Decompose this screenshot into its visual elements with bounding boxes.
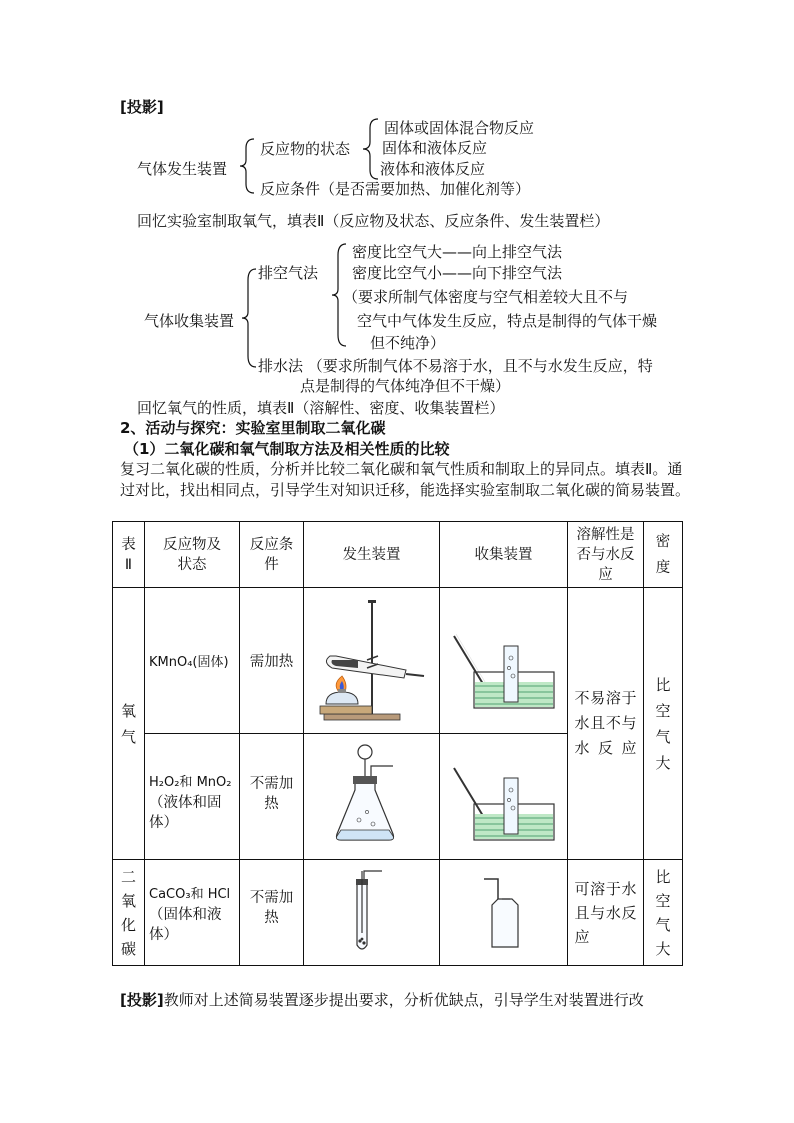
water-collection-drawing-2 — [444, 742, 564, 852]
header-cell: 反应物及状态 — [145, 522, 240, 588]
table-row — [113, 588, 683, 734]
reactant-cell: H₂O₂和 MnO₂ （液体和固体） — [145, 734, 240, 860]
header-cell: 密度 — [644, 522, 683, 588]
footer-line — [120, 990, 644, 1010]
collection-apparatus-cell — [440, 588, 568, 734]
header-cell: 表Ⅱ — [113, 522, 145, 588]
co2-density-cell: 比空气大 — [644, 860, 683, 966]
recall-props-line: 回忆氧气的性质，填表Ⅱ（溶解性、密度、收集装置栏） — [137, 399, 505, 417]
heating-apparatus-drawing — [312, 596, 432, 726]
test-tube-drawing — [342, 865, 402, 961]
projection-tag: [投影] — [120, 98, 164, 116]
oxygen-solubility-cell: 不易溶于水且不与水反应 — [568, 588, 644, 860]
footer-text: 教师对上述简易装置逐步提出要求，分析优缺点，引导学生对装置进行改 — [163, 991, 644, 1009]
co2-label-cell: 二氧化碳 — [113, 860, 145, 966]
gen-state-item-2: 固体和液体反应 — [382, 139, 488, 157]
col-air-note-1: （要求所制气体密度与空气相差较大且不与 — [343, 288, 629, 306]
col-air-label: 排空气法 — [258, 264, 319, 282]
header-cell: 反应条件 — [240, 522, 304, 588]
oxygen-label-cell: 氧气 — [113, 588, 145, 860]
gen-brace — [238, 138, 258, 194]
col-air-note-3: 但不纯净） — [370, 334, 446, 352]
gen-condition-label: 反应条件（是否需要加热、加催化剂等） — [260, 180, 531, 198]
table-row — [113, 860, 683, 966]
reactant-cell: CaCO₃和 HCl （固体和液体） — [145, 860, 240, 966]
oxygen-density-cell: 比空气大 — [644, 588, 683, 860]
section-title: 2、活动与探究：实验室里制取二氧化碳 — [120, 419, 386, 437]
upward-air-collection-drawing — [474, 865, 534, 961]
col-air-item-2: 密度比空气小——向下排空气法 — [352, 264, 563, 282]
flask-apparatus-drawing — [327, 742, 417, 852]
generation-apparatus-cell — [304, 734, 440, 860]
co2-solubility-cell: 可溶于水且与水反应 — [568, 860, 644, 966]
condition-cell: 不需加热 — [240, 734, 304, 860]
header-cell: 发生装置 — [304, 522, 440, 588]
gen-state-label: 反应物的状态 — [260, 140, 351, 158]
condition-cell: 需加热 — [240, 588, 304, 734]
col-air-note-2: 空气中气体发生反应，特点是制得的气体干燥 — [357, 312, 658, 330]
gen-state-brace — [360, 118, 382, 180]
table-header-row — [113, 522, 683, 588]
generation-apparatus-cell — [304, 588, 440, 734]
col-water-line-2: 点是制得的气体纯净但不干燥） — [300, 377, 511, 395]
gen-state-item-1: 固体或固体混合物反应 — [384, 119, 535, 137]
comparison-table — [112, 521, 683, 966]
col-water-line-1: 排水法 （要求所制气体不易溶于水，且不与水发生反应，特 — [258, 357, 653, 375]
header-cell: 收集装置 — [440, 522, 568, 588]
subsection-title: （1）二氧化碳和氧气制取方法及相关性质的比较 — [124, 440, 450, 458]
water-collection-drawing-1 — [444, 606, 564, 716]
recall-oxygen-line: 回忆实验室制取氧气，填表Ⅱ（反应物及状态、反应条件、发生装置栏） — [137, 212, 610, 230]
condition-cell: 不需加热 — [240, 860, 304, 966]
collection-apparatus-cell — [440, 860, 568, 966]
header-cell: 溶解性是否与水反应 — [568, 522, 644, 588]
footer-projection-tag: [投影] — [120, 991, 164, 1009]
col-brace — [240, 268, 260, 368]
gen-root-label: 气体发生装置 — [137, 160, 228, 178]
collection-apparatus-cell — [440, 734, 568, 860]
intro-paragraph: 复习二氧化碳的性质，分析并比较二氧化碳和氧气性质和制取上的异同点。填表Ⅱ。通过对比，找出相同点，引导学生对知识迁移，能选择实验室制取二氧化碳的简易装置。 — [120, 460, 691, 499]
reactant-cell: KMnO₄(固体) — [145, 588, 240, 734]
generation-apparatus-cell — [304, 860, 440, 966]
col-air-item-1: 密度比空气大——向上排空气法 — [352, 243, 563, 261]
col-root-label: 气体收集装置 — [144, 312, 235, 330]
gen-state-item-3: 液体和液体反应 — [380, 160, 486, 178]
